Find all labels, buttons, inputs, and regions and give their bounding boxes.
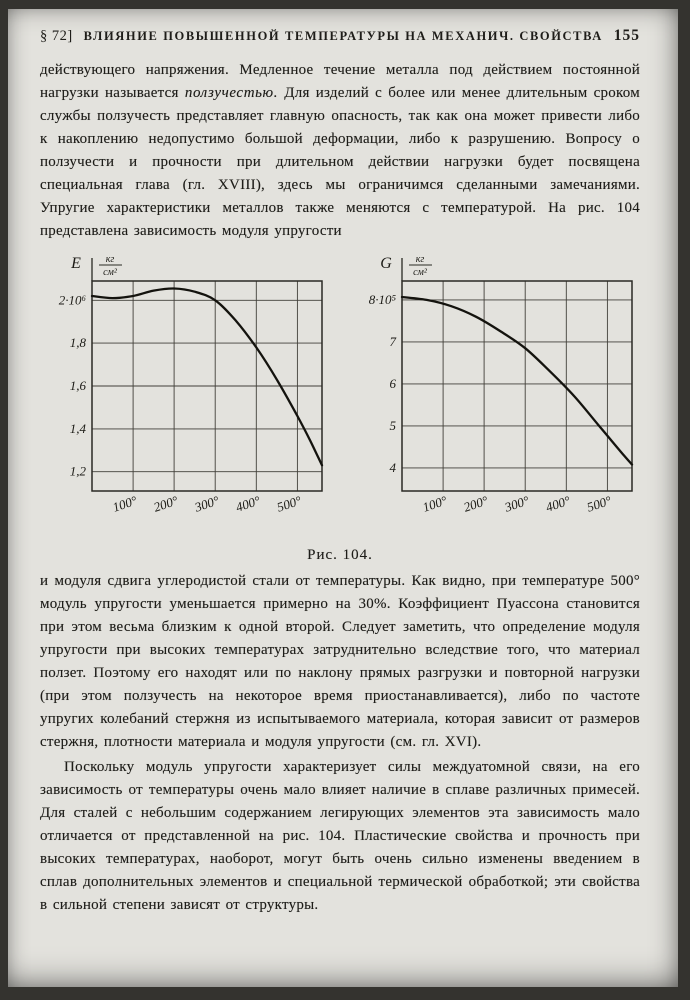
y-tick-label: 1,8 xyxy=(69,335,86,351)
y-tick-label: 1,2 xyxy=(69,463,86,479)
figure-charts xyxy=(30,251,650,543)
paragraph-text-after: Для изделий с более или менее длительным сроком службы ползучесть представляет главную опасность, так как она может привести либо к накоплению недопустимо большой деформации, либо к разрушению. Вопросу о ползучести и прочности при длительном действии нагрузки будет посвящена специальная глава (гл. XVIII), здесь мы ограничимся сделанными замечаниями. Упругие характеристики металлов также меняются с температурой. На рис. 104 представлена зависимость модуля упругости xyxy=(40,85,640,239)
unit-denominator: см² xyxy=(413,267,427,278)
y-tick-label: 1,6 xyxy=(69,378,86,393)
y-tick-label: 1,4 xyxy=(69,420,86,436)
x-tick-label: 400° xyxy=(233,492,262,515)
running-title: ВЛИЯНИЕ ПОВЫШЕННОЙ ТЕМПЕРАТУРЫ НА МЕХАНИЧ. СВОЙСТВА xyxy=(83,29,603,43)
x-tick-label: 500° xyxy=(584,492,614,515)
chart-frame xyxy=(402,281,632,491)
unit-numerator: кг xyxy=(415,254,425,265)
x-tick-label: 100° xyxy=(110,492,139,515)
y-axis-symbol: E xyxy=(71,255,81,272)
y-tick-label: 2·10⁶ xyxy=(58,292,86,308)
y-tick-label: 8·10⁵ xyxy=(368,291,396,307)
page-header xyxy=(40,27,640,45)
shear-modulus-chart xyxy=(352,251,638,543)
chart-grid xyxy=(92,281,322,491)
body-paragraph-2: и модуля сдвига углеродистой стали от температуры. Как видно, при температуре 500° модуль упругости уменьшается примерно на 30%. Коэффициент Пуассона становится при этом весьма близким к одной второй. Следует заметить, что определение модуля упругости при высоких температурах затруднительно вследствие того, что материал ползет. Поэтому его находят или по наклону прямых разгрузки и повторной нагрузки (при этом ползучесть на некоторое время приостанавливается), либо по частоте упругих колебаний стержня из испытываемого материала, которая зависит от размеров стержня, плотности материала и модуля упругости (см. гл. XVI). xyxy=(40,573,640,750)
x-tick-label: 200° xyxy=(461,492,490,515)
x-tick-label: 200° xyxy=(151,492,180,515)
x-tick-label: 500° xyxy=(274,492,304,515)
x-tick-label: 300° xyxy=(192,492,221,515)
page-number: 155 xyxy=(613,27,640,44)
data-curve xyxy=(402,297,632,465)
chart-grid xyxy=(402,281,632,491)
x-tick-label: 100° xyxy=(420,492,449,515)
y-tick-label: 4 xyxy=(389,459,396,475)
body-paragraph-3: Поскольку модуль упругости характеризует силы междуатомной связи, на его зависимость от температуры очень мало влияет наличие в сплаве различных примесей. Для сталей с небольшим содержанием легирующих элементов эта зависимость мало отличается от представленной на рис. 104. Пластические свойства и прочность при высоких температурах, наоборот, могут быть очень сильно изменены введением в сплав дополнительных элементов и специальной термической обработкой; эти свойства в сильной степени зависят от структуры. xyxy=(40,759,640,913)
chart-svg xyxy=(42,251,328,543)
data-curve xyxy=(92,288,322,465)
unit-denominator: см² xyxy=(103,267,117,278)
elasticity-modulus-chart xyxy=(42,251,328,543)
y-tick-label: 5 xyxy=(389,417,396,433)
figure-caption: Рис. 104. xyxy=(307,547,373,563)
y-tick-label: 7 xyxy=(389,333,396,349)
unit-numerator: кг xyxy=(105,254,115,265)
book-page xyxy=(8,9,678,987)
chart-svg xyxy=(352,251,638,543)
paragraph-text-before: действующего напряжения. Медленное течение металла под действием постоянной нагрузки называется xyxy=(40,62,640,101)
x-tick-label: 300° xyxy=(502,492,531,515)
x-tick-label: 400° xyxy=(543,492,572,515)
y-tick-label: 6 xyxy=(389,375,396,391)
body-paragraph-1 xyxy=(40,59,640,243)
section-mark: § 72] xyxy=(40,28,73,44)
emphasized-term: ползучестью. xyxy=(184,85,279,101)
figure-104 xyxy=(30,251,650,564)
y-axis-symbol: G xyxy=(380,255,392,272)
